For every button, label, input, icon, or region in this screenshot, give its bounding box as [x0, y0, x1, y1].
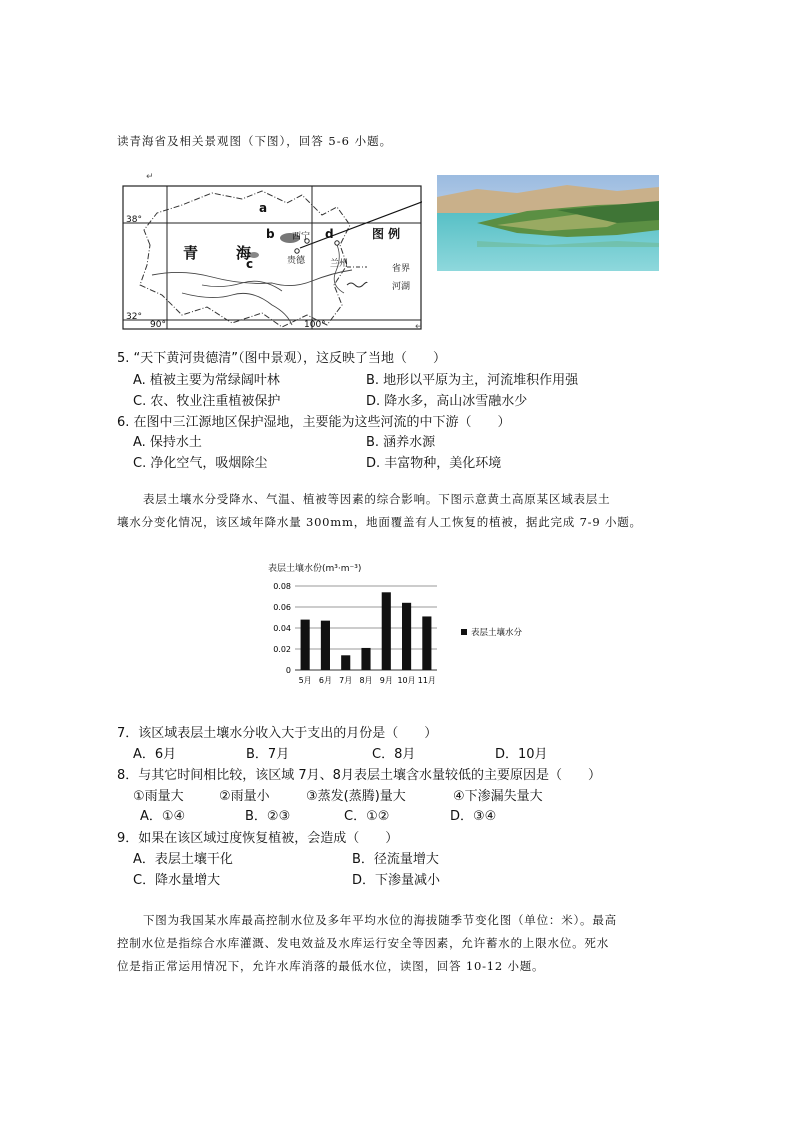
province-char-1: 青 — [183, 244, 199, 262]
q8-statement-1: ①雨量大 — [133, 789, 184, 804]
y-tick-label: 0.04 — [273, 624, 291, 633]
city-lanzhou: 兰州 — [330, 259, 349, 269]
q5-stem: 5. “天下黄河贵德清”（图中景观），这反映了当地（ ） — [117, 351, 447, 366]
q5-option-b[interactable]: B. 地形以平原为主，河流堆积作用强 — [366, 373, 579, 388]
y-tick-label: 0.02 — [273, 645, 291, 654]
para3-line2: 控制水位是指综合水库灌溉、发电效益及水库运行安全等因素，允许蓄水的上限水位。死水 — [117, 936, 609, 950]
q6-option-a[interactable]: A. 保持水土 — [133, 435, 202, 450]
label-c: c — [246, 257, 254, 271]
q9-option-d[interactable]: D．下渗量减小 — [352, 873, 441, 888]
lat-32-label: 32° — [126, 312, 142, 322]
x-tick-label: 7月 — [339, 676, 353, 685]
city-xining: 西宁 — [292, 232, 311, 242]
x-tick-label: 11月 — [417, 676, 436, 685]
legend-title: 图 例 — [372, 227, 401, 241]
q5-option-d[interactable]: D. 降水多，高山冰雪融水少 — [366, 394, 528, 409]
q6-option-d[interactable]: D. 丰富物种，美化环境 — [366, 456, 502, 471]
bar-7月 — [341, 655, 350, 670]
label-b: b — [266, 227, 275, 241]
bar-11月 — [422, 616, 431, 670]
y-tick-label: 0.06 — [273, 603, 291, 612]
lon-100-label: 100° — [304, 320, 326, 330]
return-mark-1: ↵ — [146, 172, 154, 182]
q7-option-d[interactable]: D．10月 — [495, 747, 548, 762]
legend-swatch — [461, 629, 467, 635]
q6-option-b[interactable]: B. 涵养水源 — [366, 435, 436, 450]
bar-8月 — [361, 648, 370, 670]
q9-option-b[interactable]: B．径流量增大 — [352, 852, 439, 867]
intro-text: 读青海省及相关景观图（下图），回答 5-6 小题。 — [117, 134, 393, 148]
label-a: a — [259, 201, 268, 215]
q8-option-b[interactable]: B．②③ — [245, 809, 291, 824]
para3-line3: 位是指正常运用情况下，允许水库消落的最低水位，读图，回答 10-12 小题。 — [117, 959, 545, 973]
lat-38-label: 38° — [126, 215, 142, 225]
return-mark-2: ↵ — [415, 322, 423, 332]
q9-option-c[interactable]: C．降水量增大 — [133, 873, 221, 888]
legend-label: 表层土壤水分 — [471, 628, 523, 638]
q7-option-a[interactable]: A．6月 — [133, 747, 177, 762]
q8-option-c[interactable]: C．①② — [344, 809, 390, 824]
q5-option-c[interactable]: C. 农、牧业注重植被保护 — [133, 394, 281, 409]
lon-90-label: 90° — [150, 320, 166, 330]
q9-stem: 9．如果在该区域过度恢复植被，会造成（ ） — [117, 831, 399, 846]
legend-river-label: 河湖 — [392, 282, 411, 292]
para2-line2: 壤水分变化情况，该区域年降水量 300mm，地面覆盖有人工恢复的植被，据此完成 7-9 小题。 — [117, 515, 642, 529]
bar-9月 — [382, 592, 391, 670]
legend-border-label: 省界 — [392, 264, 411, 274]
x-tick-label: 10月 — [397, 676, 416, 685]
bar-5月 — [301, 620, 310, 670]
q6-stem: 6. 在图中三江源地区保护湿地，主要能为这些河流的中下游（ ） — [117, 415, 511, 430]
q8-option-a[interactable]: A．①④ — [140, 809, 186, 824]
x-tick-label: 8月 — [359, 676, 373, 685]
label-d: d — [325, 227, 334, 241]
y-tick-label: 0 — [285, 666, 291, 675]
para2-line1: 表层土壤水分受降水、气温、植被等因素的综合影响。下图示意黄土高原某区域表层土 — [143, 492, 611, 506]
x-tick-label: 6月 — [318, 676, 332, 685]
q6-option-c[interactable]: C. 净化空气，吸烟除尘 — [133, 456, 268, 471]
x-tick-label: 9月 — [379, 676, 393, 685]
province-char-2: 海 — [236, 244, 252, 262]
q7-option-c[interactable]: C．8月 — [372, 747, 416, 762]
x-tick-label: 5月 — [298, 676, 312, 685]
q9-option-a[interactable]: A．表层土壤干化 — [133, 852, 233, 867]
q8-option-d[interactable]: D．③④ — [450, 809, 497, 824]
bar-10月 — [402, 603, 411, 670]
q8-statement-4: ④下渗漏失量大 — [453, 789, 543, 804]
city-guide: 贵德 — [287, 256, 306, 266]
q7-option-b[interactable]: B．7月 — [246, 747, 290, 762]
y-tick-label: 0.08 — [273, 582, 291, 591]
qinghai-map — [122, 185, 422, 330]
bar-6月 — [321, 621, 330, 670]
landscape-photo — [437, 175, 659, 271]
q8-statement-2: ②雨量小 — [219, 789, 270, 804]
q8-stem: 8．与其它时间相比较，该区域 7月、8月表层土壤含水量较低的主要原因是（ ） — [117, 768, 601, 783]
para3-line1: 下图为我国某水库最高控制水位及多年平均水位的海拔随季节变化图（单位：米）。最高 — [143, 913, 617, 927]
q8-statement-3: ③蒸发(蒸腾)量大 — [306, 789, 406, 804]
chart-title: 表层土壤水份(m³·m⁻³) — [268, 564, 362, 574]
q7-stem: 7．该区域表层土壤水分收入大于支出的月份是（ ） — [117, 726, 438, 741]
q5-option-a[interactable]: A. 植被主要为常绿阔叶林 — [133, 373, 280, 388]
soil-moisture-chart — [265, 578, 565, 693]
